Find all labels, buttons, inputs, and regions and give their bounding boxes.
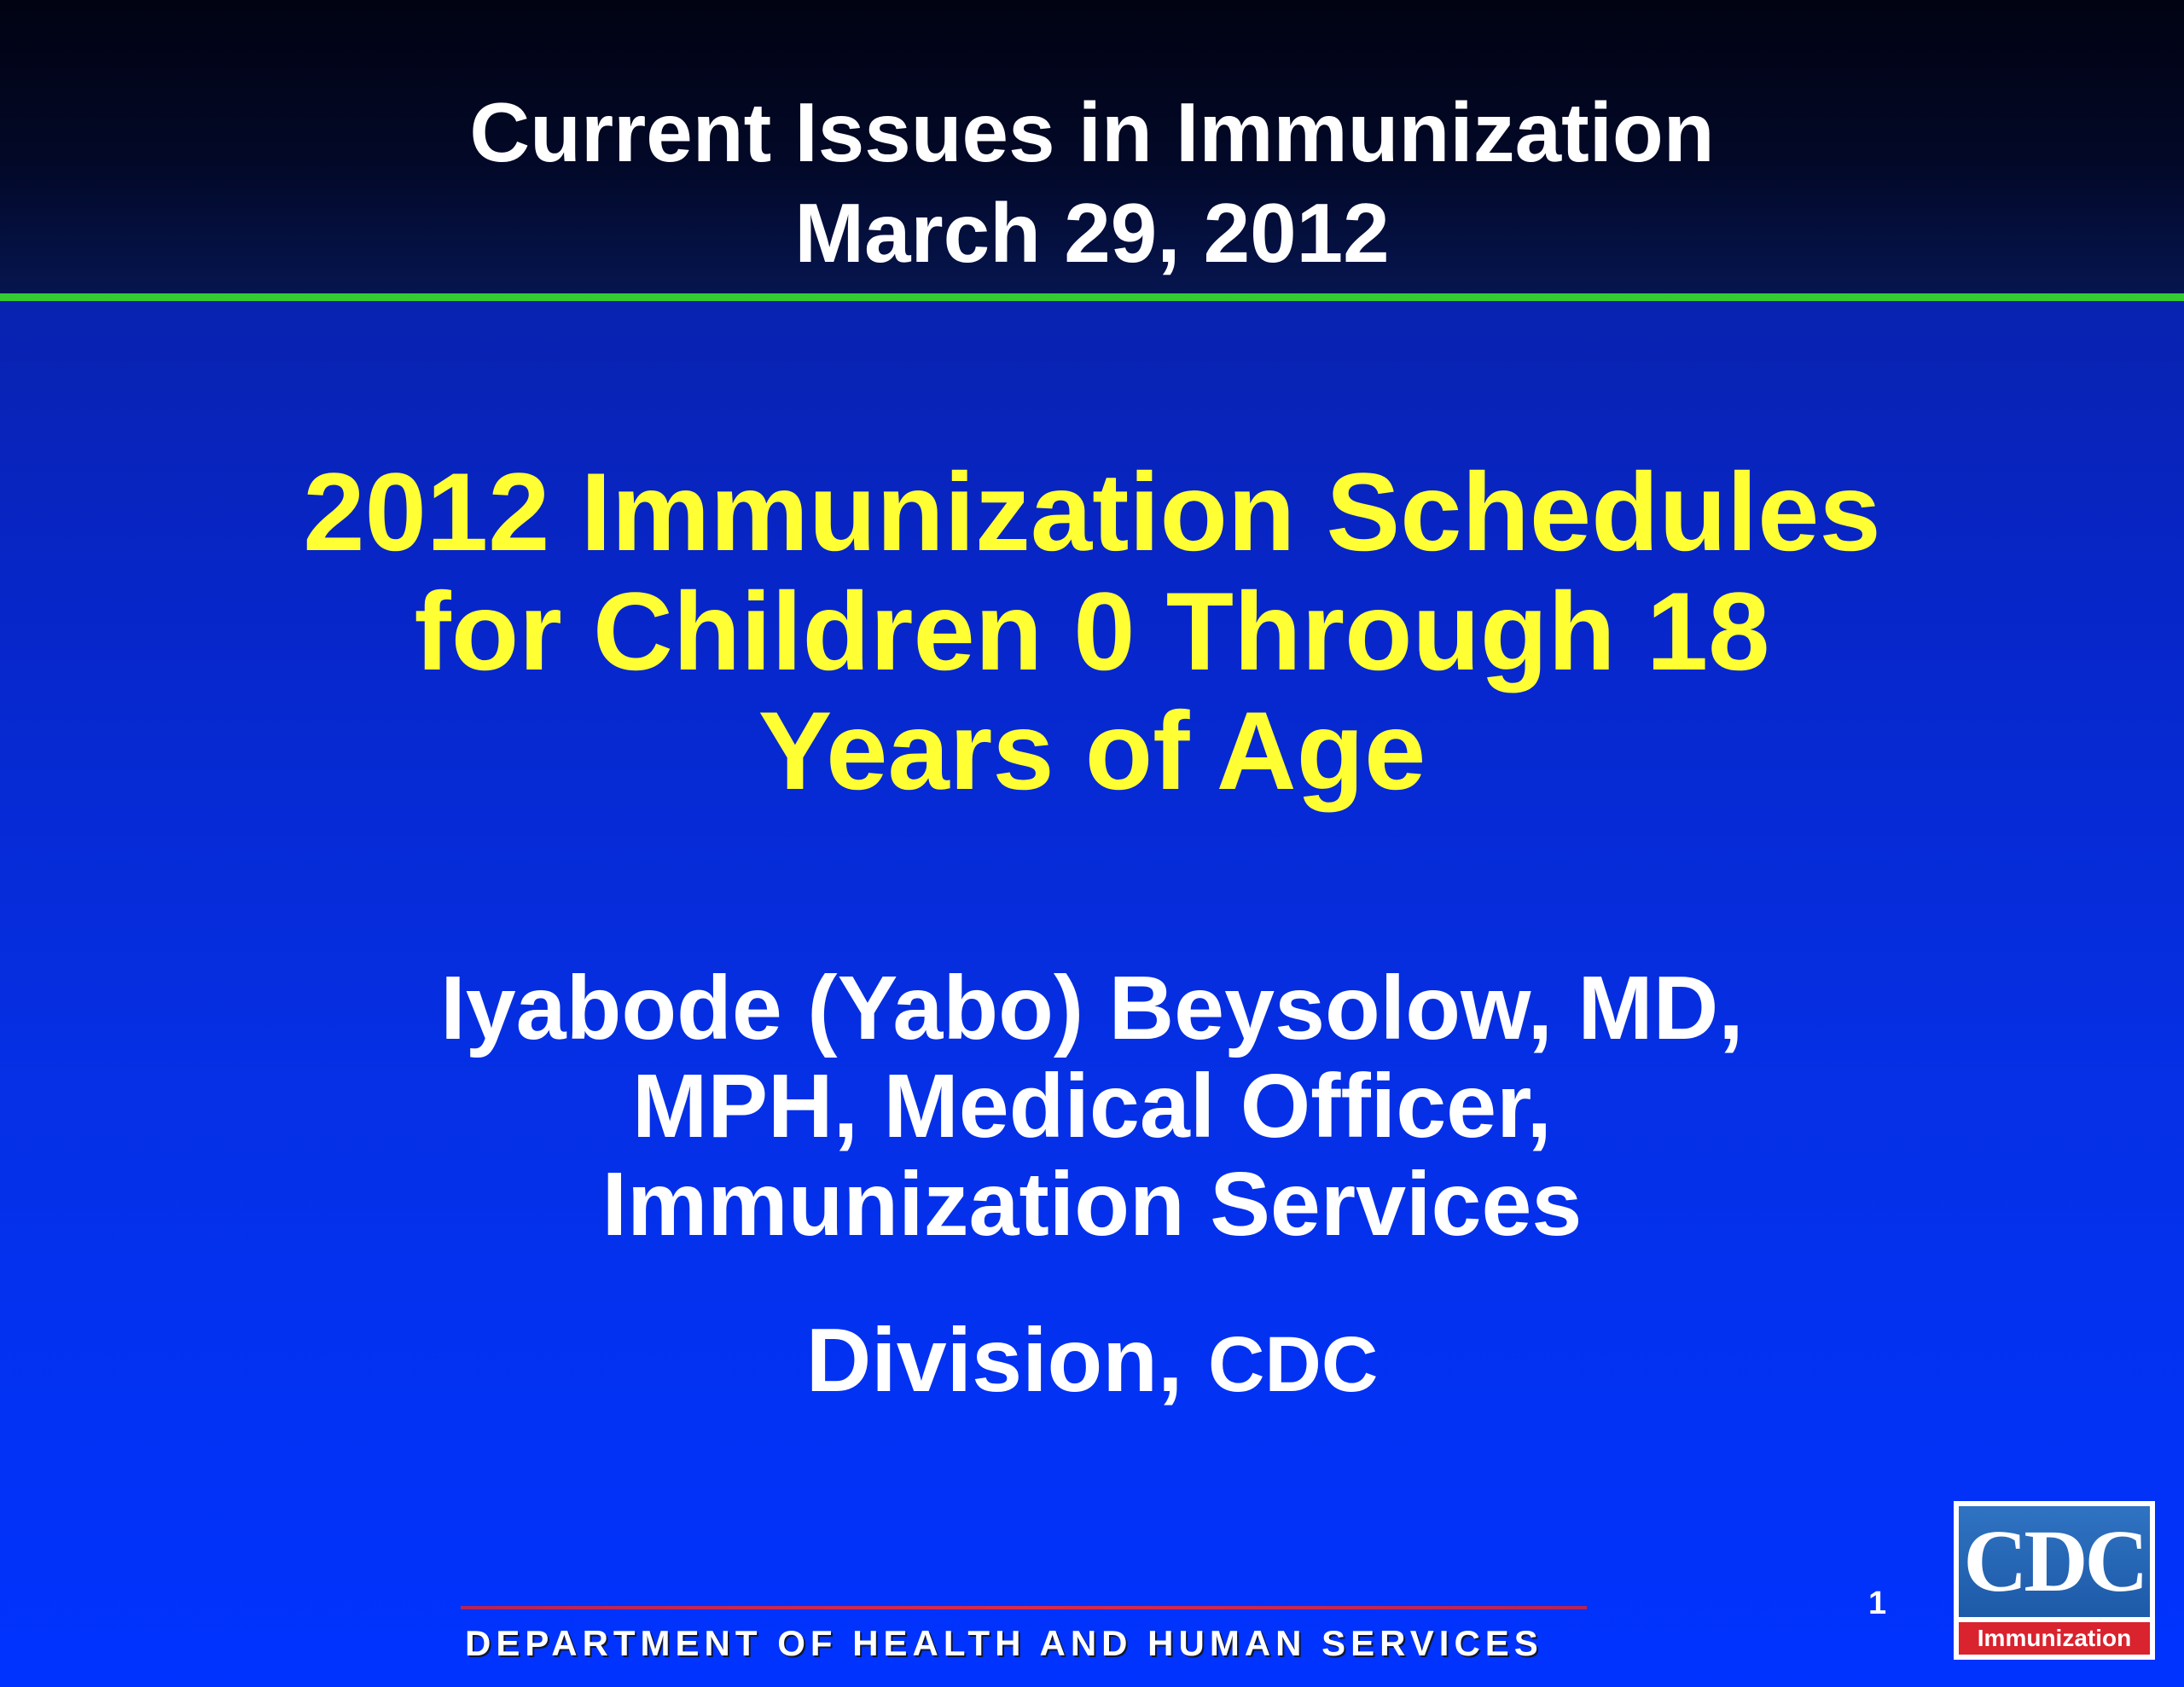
cdc-logo-subtext: Immunization — [1959, 1622, 2150, 1655]
presenter-org: CDC — [1207, 1321, 1379, 1408]
footer-department: DEPARTMENT OF HEALTH AND HUMAN SERVICES — [465, 1623, 1543, 1663]
presenter-line: MPH, Medical Officer, — [632, 1056, 1552, 1157]
title-line: for Children 0 Through 18 — [414, 569, 1770, 693]
title-line: 2012 Immunization Schedules — [303, 449, 1881, 574]
title-line: Years of Age — [758, 688, 1426, 813]
presenter-info — [0, 959, 2184, 1254]
header-date: March 29, 2012 — [794, 186, 1390, 280]
cdc-logo — [1954, 1501, 2155, 1660]
slide-title — [0, 449, 2184, 813]
presenter-line: Immunization Services — [601, 1154, 1583, 1255]
presenter-division-text: Division, — [805, 1310, 1208, 1411]
presenter-line: Iyabode (Yabo) Beysolow, MD, — [440, 958, 1744, 1058]
footer-divider — [461, 1606, 1587, 1609]
cdc-logo-mark: CDC — [1959, 1506, 2150, 1617]
slide-header — [0, 0, 2184, 293]
header-title: Current Issues in Immunization — [469, 85, 1715, 179]
presenter-division — [0, 1309, 2184, 1416]
header-divider — [0, 293, 2184, 301]
page-number: 1 — [1868, 1586, 1887, 1621]
